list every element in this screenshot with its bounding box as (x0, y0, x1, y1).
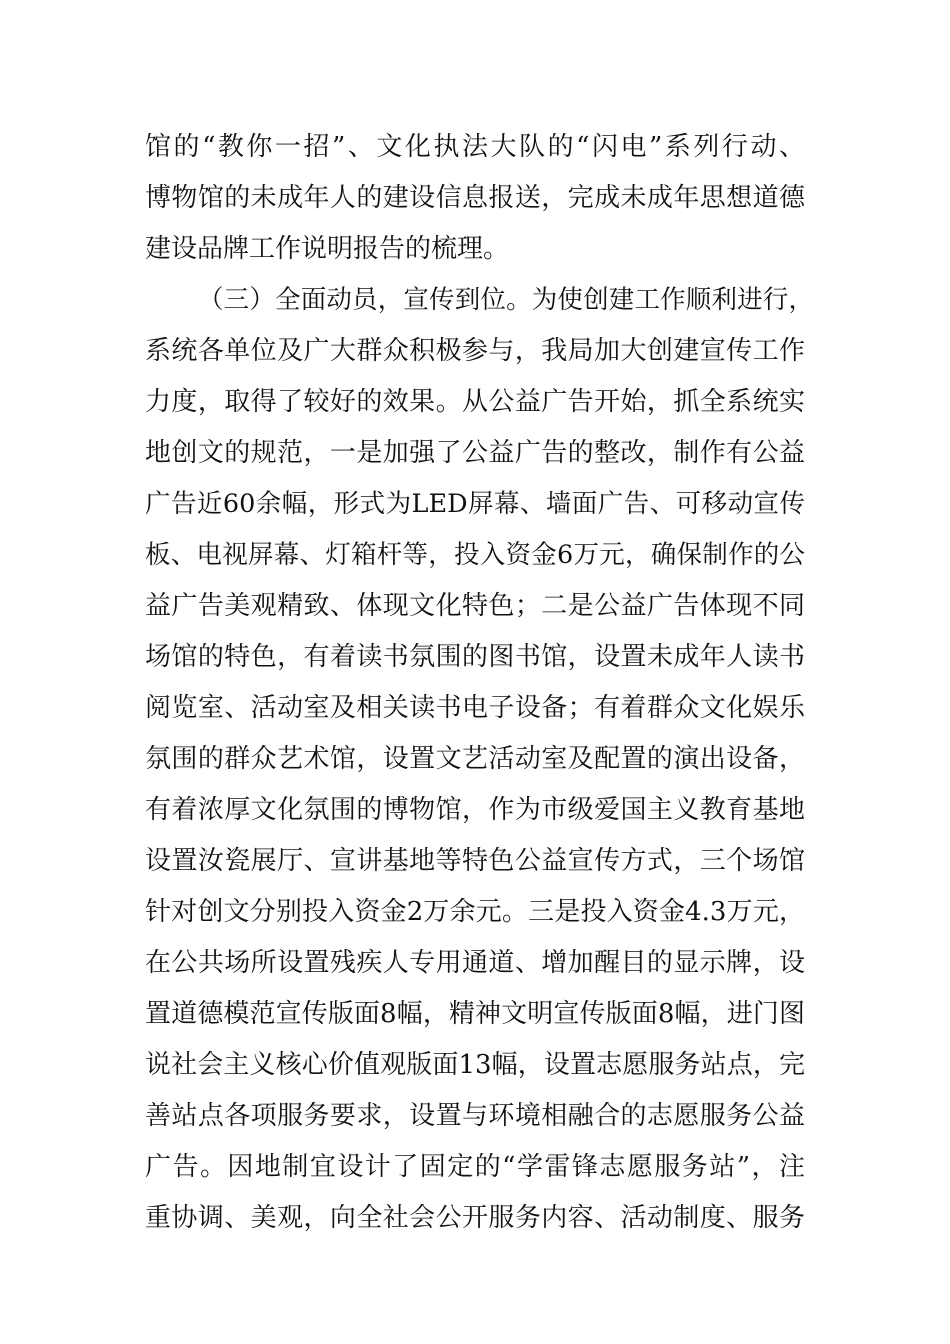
text-line: 设置汝瓷展厅、宣讲基地等特色公益宣传方式，三个场馆 (145, 846, 805, 876)
text-line: 阅览室、活动室及相关读书电子设备；有着群众文化娱乐 (145, 693, 805, 723)
text-line: 氛围的群众艺术馆，设置文艺活动室及配置的演出设备， (145, 744, 805, 774)
text-line: 说社会主义核心价值观版面13幅，设置志愿服务站点，完 (145, 1050, 805, 1080)
text-line: 置道德模范宣传版面8幅，精神文明宣传版面8幅，进门图 (145, 999, 805, 1029)
text-line: 板、电视屏幕、灯箱杆等，投入资金6万元，确保制作的公 (145, 540, 805, 570)
text-line: 力度，取得了较好的效果。从公益广告开始，抓全系统实 (145, 387, 805, 417)
text-line: 馆的“教你一招”、文化执法大队的“闪电”系列行动、 (145, 132, 805, 162)
text-line: 重协调、美观，向全社会公开服务内容、活动制度、服务 (145, 1203, 805, 1233)
text-line: 场馆的特色，有着读书氛围的图书馆，设置未成年人读书 (145, 642, 805, 672)
text-line: 系统各单位及广大群众积极参与，我局加大创建宣传工作 (145, 336, 805, 366)
text-line: 博物馆的未成年人的建设信息报送，完成未成年思想道德 (145, 183, 805, 213)
text-line: 有着浓厚文化氛围的博物馆，作为市级爱国主义教育基地 (145, 795, 805, 825)
section-heading-line: （三）全面动员，宣传到位。为使创建工作顺利进行， (198, 285, 814, 315)
text-line: 益广告美观精致、体现文化特色；二是公益广告体现不同 (145, 591, 805, 621)
text-line: 广告。因地制宜设计了固定的“学雷锋志愿服务站”，注 (145, 1152, 805, 1182)
text-line: 善站点各项服务要求，设置与环境相融合的志愿服务公益 (145, 1101, 805, 1131)
text-line: 地创文的规范，一是加强了公益广告的整改，制作有公益 (145, 438, 805, 468)
text-line: 广告近60余幅，形式为LED屏幕、墙面广告、可移动宣传 (145, 489, 805, 519)
text-line: 建设品牌工作说明报告的梳理。 (145, 234, 510, 264)
text-line: 针对创文分别投入资金2万余元。三是投入资金4.3万元， (145, 897, 805, 927)
text-line: 在公共场所设置残疾人专用通道、增加醒目的显示牌，设 (145, 948, 805, 978)
